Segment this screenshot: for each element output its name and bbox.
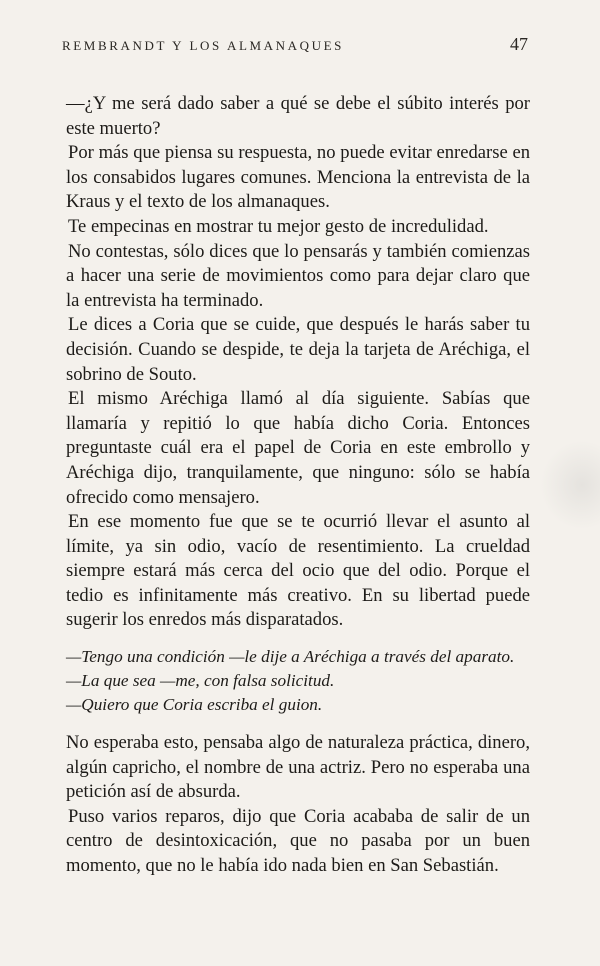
- paragraph: El mismo Aréchiga llamó al día siguiente. Sabías que llamaría y repitió lo que había dicho Coria. Entonces preguntaste cuál era el papel de Coria en este embrollo y Aréchiga dijo, tranquilamente, que ninguno: sólo se había ofrecido como mensajero.: [66, 388, 530, 508]
- paragraph: —¿Y me será dado saber a qué se debe el súbito interés por este muerto?: [66, 93, 530, 139]
- dialogue-line: —La que sea —me, con falsa solicitud.: [66, 671, 335, 691]
- paragraph: Le dices a Coria que se cuide, que después le harás saber tu decisión. Cuando se despide, te deja la tarjeta de Aréchiga, el sobrino de Souto.: [66, 314, 530, 385]
- paragraph: En ese momento fue que se te ocurrió llevar el asunto al límite, ya sin odio, vacío de resentimiento. La crueldad siempre estará más cerca del ocio que del odio. Porque el tedio es infinitamente más creativo. En su libertad puede sugerir los enredos más disparatados.: [66, 511, 530, 631]
- dialogue-line: —Quiero que Coria escriba el guion.: [66, 695, 323, 715]
- paper-show-through: [540, 440, 600, 530]
- paragraph: Te empecinas en mostrar tu mejor gesto de incredulidad.: [68, 215, 489, 237]
- running-head: REMBRANDT Y LOS ALMANAQUES: [62, 38, 344, 53]
- paragraph: No contestas, sólo dices que lo pensarás y también comienzas a hacer una serie de movimientos como para dejar claro que la entrevista ha terminado.: [66, 240, 530, 311]
- page-number: 47: [510, 34, 528, 54]
- dialogue-block: [66, 645, 530, 717]
- paragraph: Puso varios reparos, dijo que Coria acababa de salir de un centro de desintoxicación, que no pasaba por un buen momento, que no le había ido nada bien en San Sebastián.: [66, 805, 530, 877]
- dialogue-line: —Tengo una condición —le dije a Aréchiga a través del aparato.: [66, 647, 515, 667]
- paragraph: No esperaba esto, pensaba algo de naturaleza práctica, dinero, algún capricho, el nombre de una actriz. Pero no esperaba una petición así de absurda.: [66, 732, 530, 803]
- paragraph: Por más que piensa su respuesta, no puede evitar enredarse en los consabidos lugares comunes. Menciona la entrevista de la Kraus y el texto de los almanaques.: [66, 142, 530, 213]
- body-text: [66, 92, 530, 879]
